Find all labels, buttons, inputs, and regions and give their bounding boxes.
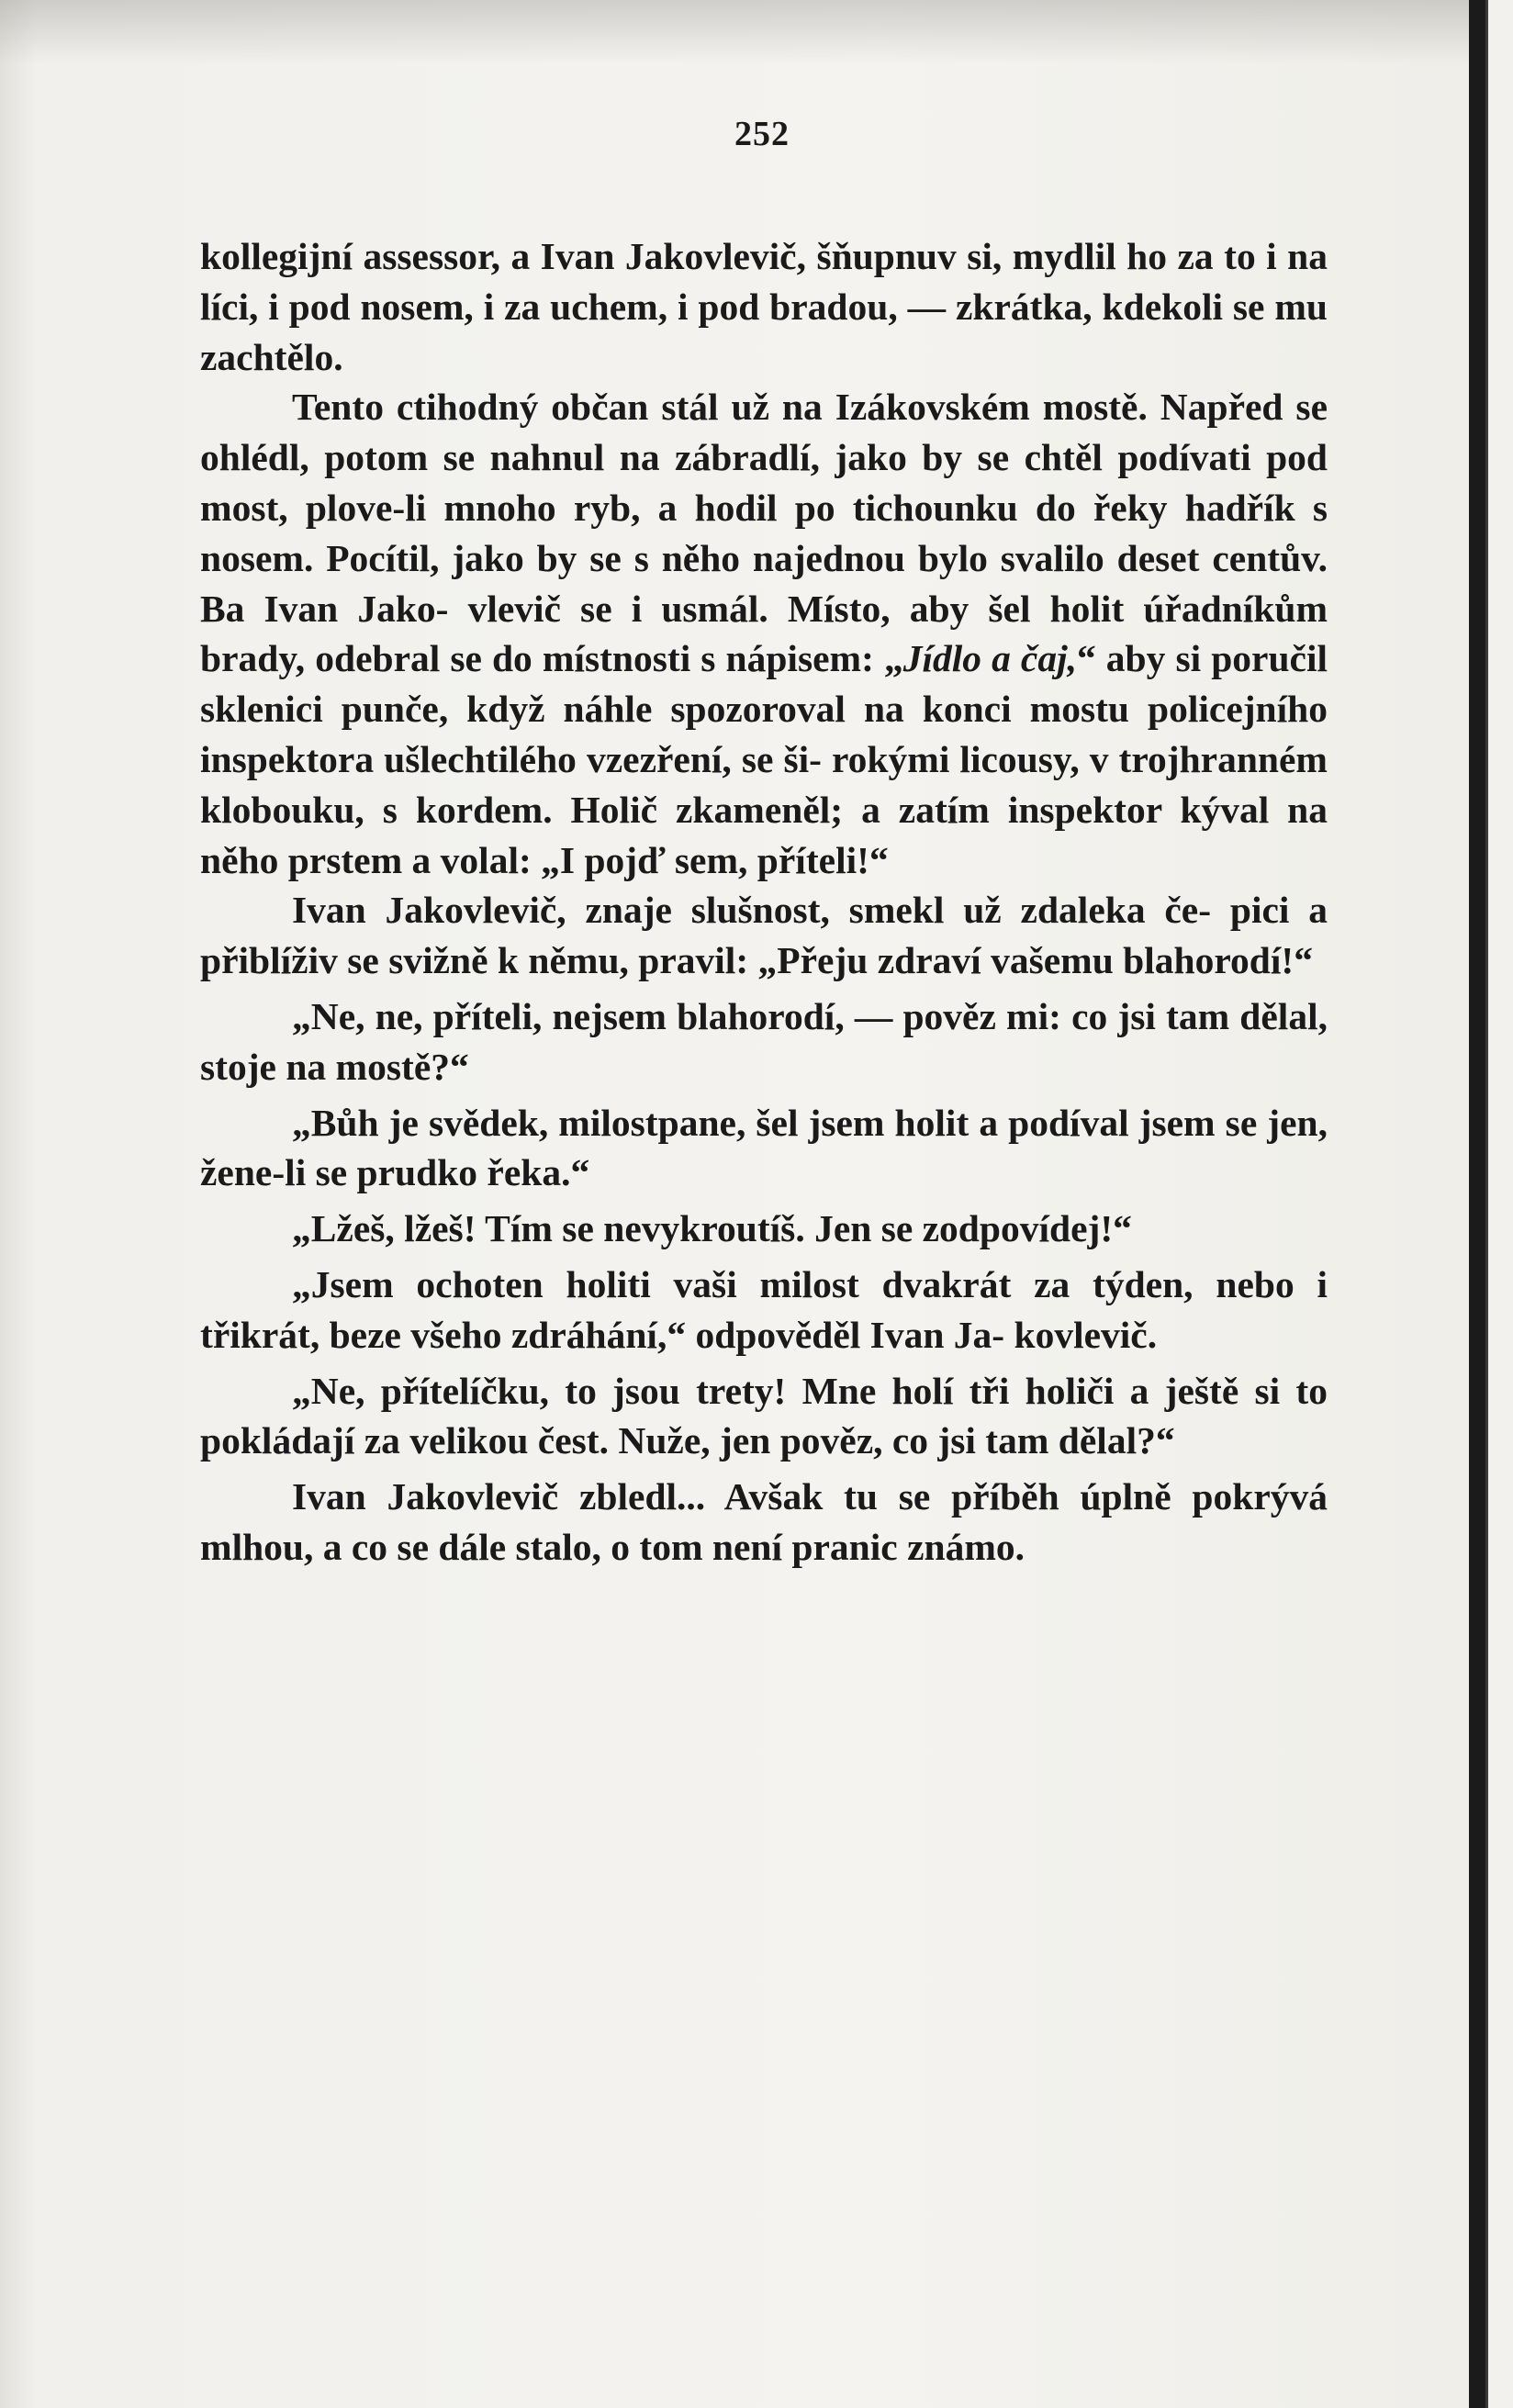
text-line: kollegijní assessor, a Ivan Jakovlevič, šňupnuv si, mydlil ho <box>200 235 1168 277</box>
paragraph-2 <box>200 382 1328 885</box>
text-line: nebo i třikrát, beze všeho zdráhání,“ odpověděl Ivan Ja- <box>200 1262 1328 1356</box>
text-line: „Ne, ne, příteli, nejsem blahorodí, — pověz mi: co <box>292 994 1108 1037</box>
text-line: „Jsem ochoten holiti vaši milost dvakrát za týden, <box>292 1262 1194 1305</box>
text-line: Ivan Jakovlevič, znaje slušnost, smekl už zdaleka če- <box>292 889 1212 932</box>
text-line: Tento ctihodný občan stál už na Izákovském mostě. <box>292 386 1148 429</box>
paragraph-5 <box>200 1098 1328 1199</box>
paragraph-3 <box>200 885 1328 986</box>
text-line: pici a přiblíživ se svižně k němu, pravil: „Přeju zdraví <box>200 889 1328 982</box>
text-line: vlevič se i usmál. Místo, aby šel holit úřadníkům brady, <box>200 587 1328 680</box>
paragraph-4 <box>200 991 1328 1092</box>
paragraph-1 <box>200 231 1328 382</box>
page-text <box>200 231 1328 1573</box>
text-line: pokrývá mlhou, a co se dále stalo, o tom není pranic <box>200 1475 1328 1568</box>
text-line: za to i na líci, i pod nosem, i za uchem, i pod bradou, — <box>200 235 1328 328</box>
text-line: zkrátka, kdekoli se mu zachtělo. <box>200 285 1328 378</box>
page-binding-edge <box>1469 0 1485 2408</box>
text-line: ještě si to pokládají za velikou čest. Nuže, jen pověz, co <box>200 1369 1328 1462</box>
text-line: s něho najednou bylo svalilo deset centův. Ba Ivan Jako- <box>200 536 1328 630</box>
text-line: Ivan Jakovlevič zbledl... Avšak tu se příběh úplně <box>292 1475 1171 1518</box>
page-top-shadow <box>0 0 1469 64</box>
text-line: jsem se jen, žene-li se prudko řeka.“ <box>200 1101 1328 1194</box>
text-line: zkameněl; a zatím inspektor kýval na něho prstem a volal: <box>200 788 1328 881</box>
paragraph-6 <box>200 1204 1328 1254</box>
text-line: tichounku do řeky hadřík s nosem. Pocítil, jako by se <box>200 486 1328 579</box>
text-line: „Lžeš, lžeš! Tím se nevykroutíš. Jen se zodpovídej!“ <box>292 1207 1132 1250</box>
paragraph-9 <box>200 1472 1328 1573</box>
text-line: „Bůh je svědek, milostpane, šel jsem holit a podíval <box>292 1101 1129 1144</box>
paragraph-8 <box>200 1366 1328 1467</box>
text-line: rokými licousy, v trojhranném klobouku, s kordem. Holič <box>200 737 1328 831</box>
next-page-edge <box>1485 0 1513 2408</box>
text-line: “ aby si <box>1077 637 1202 680</box>
paragraph-7 <box>200 1260 1328 1361</box>
text-line: poručil sklenici punče, když náhle spozoroval na konci <box>200 637 1328 731</box>
text-line: Napřed se ohlédl, potom se nahnul na zábradlí, jako by se <box>200 386 1328 479</box>
text-line: odebral se do místnosti s nápisem: „ <box>315 637 903 680</box>
text-line: jsi tam dělal, stoje na mostě?“ <box>200 994 1328 1088</box>
text-line: „Ne, přítelíčku, to jsou trety! Mne holí tři holiči a <box>292 1369 1149 1412</box>
text-line: jsi tam dělal?“ <box>937 1419 1175 1462</box>
text-line: chtěl podívati pod most, plove-li mnoho ryb, a hodil po <box>200 436 1328 529</box>
text-line: vašemu blahorodí!“ <box>991 939 1313 982</box>
text-line: kovlevič. <box>1014 1313 1158 1356</box>
sign-text: Jídlo a čaj, <box>902 637 1077 680</box>
text-line: mostu policejního inspektora ušlechtilého vzezření, se ši- <box>200 688 1328 780</box>
text-line: „I pojď sem, příteli!“ <box>541 838 889 881</box>
text-line: známo. <box>907 1525 1025 1568</box>
page-number: 252 <box>734 115 790 153</box>
